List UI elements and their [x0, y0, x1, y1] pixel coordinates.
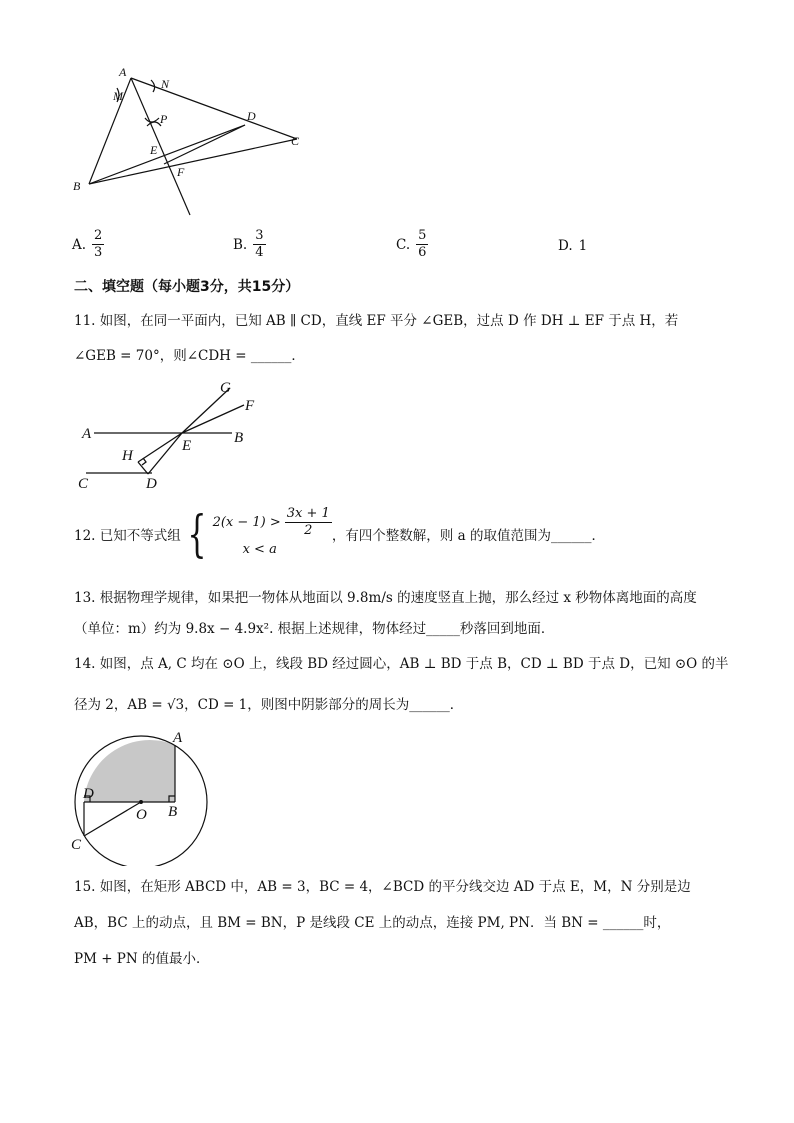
option-c: C. $\frac{5}{6}$ [396, 228, 427, 260]
label-F: F [177, 165, 185, 179]
label-H: H [122, 448, 133, 464]
q15-line1: 15. 如图，在矩形 ABCD 中，AB = 3，BC = 4，∠BCD 的平分线交边 AD 于点 E，M，N 分别是边 [74, 879, 691, 895]
q14-line2: 径为 2，AB = √3，CD = 1，则图中阴影部分的周长为______． [74, 697, 464, 713]
q15-line3: PM + PN 的值最小． [74, 951, 210, 967]
section-title: 二、填空题（每小题3分，共15分） [74, 279, 300, 295]
label-G: G [220, 380, 231, 396]
q12-fraction: $\frac{3x + 1}{2}$ [286, 506, 330, 538]
label-N: N [161, 77, 170, 91]
parallel-lines-figure [72, 378, 272, 494]
q13-line1: 13. 根据物理学规律，如果把一物体从地面以 9.8m/s 的速度竖直上抛，那么经过 x 秒物体离地面的高度 [74, 590, 697, 606]
q11-line2: ∠GEB = 70°，则∠CDH = ______． [74, 348, 305, 364]
option-b: B. $\frac{3}{4}$ [233, 228, 264, 260]
q13-line2: （单位：m）约为 9.8x − 4.9x². 根据上述规律，物体经过_____秒落回到地面． [74, 621, 555, 637]
label-D: D [83, 786, 94, 802]
label-D: D [146, 476, 157, 492]
label-E: E [182, 438, 192, 454]
label-D: D [247, 109, 256, 123]
label-E: E [150, 143, 158, 157]
q12: 12. 已知不等式组 { 2(x − 1) > $\frac{3x + 1}{2}$ x < a ，有四个整数解，则 a 的取值范围为______． [74, 504, 605, 563]
q11-line1: 11. 如图，在同一平面内，已知 AB ∥ CD，直线 EF 平分 ∠GEB，过点 D 作 DH ⊥ EF 于点 H，若 [74, 313, 679, 329]
circle-figure [66, 728, 216, 866]
label-B: B [168, 804, 178, 820]
option-c-fraction: $\frac{5}{6}$ [418, 228, 427, 260]
label-O: O [136, 807, 147, 823]
label-C: C [78, 476, 89, 492]
option-b-fraction: $\frac{3}{4}$ [255, 228, 264, 260]
option-a: A. $\frac{2}{3}$ [72, 228, 103, 260]
label-B: B [234, 430, 244, 446]
option-d: D. 1 [558, 238, 588, 254]
label-C: C [71, 837, 82, 853]
brace-icon: { [187, 504, 207, 563]
q15-line2: AB，BC 上的动点，且 BM = BN，P 是线段 CE 上的动点，连接 PM, PN．当 BN = ______时， [74, 915, 671, 931]
q12-system: { 2(x − 1) > $\frac{3x + 1}{2}$ x < a [187, 504, 330, 563]
option-a-fraction: $\frac{2}{3}$ [94, 228, 103, 260]
label-B: B [73, 179, 81, 193]
label-P: P [160, 112, 168, 126]
q14-line1: 14. 如图，点 A, C 均在 ⊙O 上，线段 BD 经过圆心，AB ⊥ BD 于点 B，CD ⊥ BD 于点 D，已知 ⊙O 的半 [74, 656, 729, 672]
label-A: A [119, 65, 127, 79]
label-A: A [82, 426, 92, 442]
label-M: M [113, 89, 123, 103]
label-F: F [245, 398, 255, 414]
label-C: C [291, 134, 300, 148]
triangle-construction-figure [65, 60, 315, 225]
label-A: A [173, 730, 183, 746]
